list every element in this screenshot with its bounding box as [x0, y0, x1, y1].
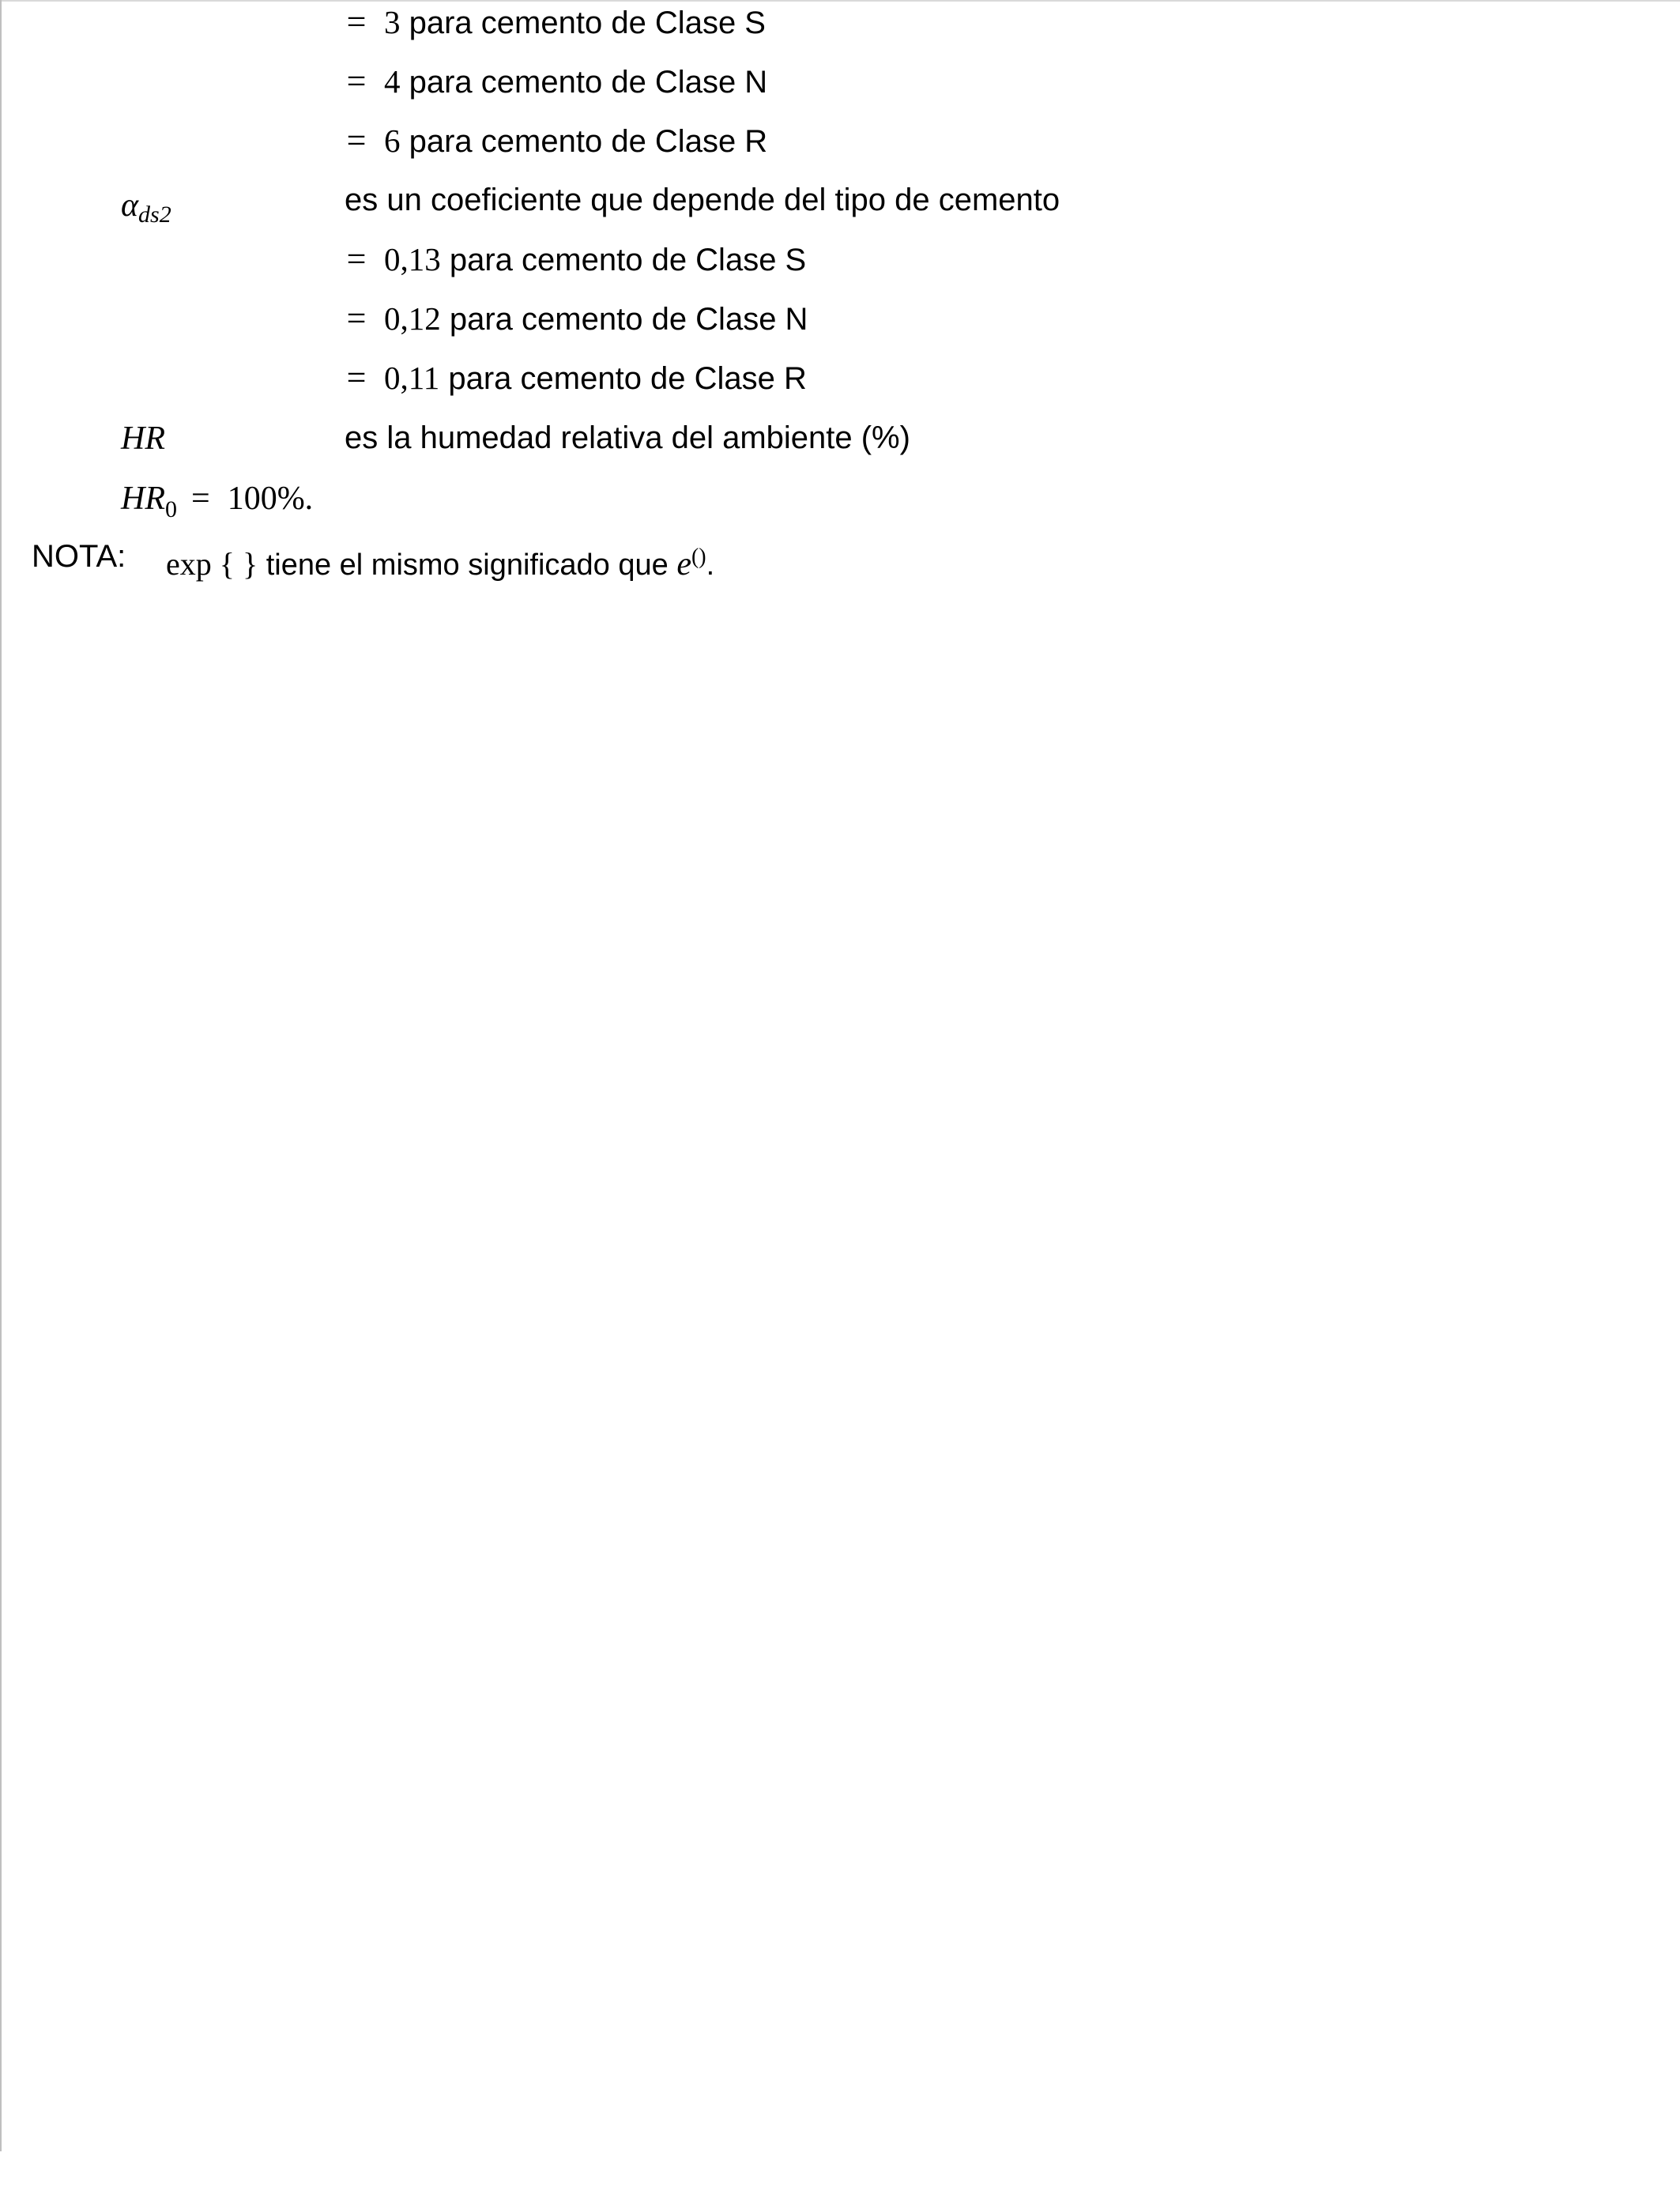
equals-sign: = — [346, 121, 367, 160]
page-left-border — [0, 0, 2, 2151]
coefficient-value: 0,12 — [384, 300, 441, 337]
hr-symbol: HR — [121, 420, 165, 457]
equals-sign: = — [346, 239, 367, 278]
coefficient-value: 0,13 — [384, 241, 441, 277]
value-description: para cemento de Clase N — [440, 302, 808, 337]
nota-label: NOTA: — [32, 539, 126, 574]
equals-sign: = — [346, 2, 367, 41]
value-line-clase-s-2 — [343, 237, 806, 282]
value-line-clase-r-2 — [343, 356, 807, 401]
page-top-border — [0, 0, 1680, 2]
hr-description: es la humedad relativa del ambiente (%) — [345, 420, 910, 455]
coefficient-value: 6 — [384, 123, 401, 159]
e-symbol: e() — [676, 545, 706, 582]
value-description: para cemento de Clase R — [400, 124, 768, 159]
value-line-clase-r — [343, 119, 767, 164]
value-line-clase-n-2 — [343, 296, 808, 341]
coefficient-value: 3 — [384, 4, 401, 40]
exp-notation: exp { } — [166, 546, 258, 582]
value-line-clase-s — [343, 0, 766, 45]
value-description: para cemento de Clase R — [439, 361, 807, 396]
value-description: para cemento de Clase N — [400, 65, 768, 100]
alpha-ds2-description: es un coeficiente que depende del tipo de cemento — [345, 183, 1060, 217]
coefficient-value: 0,11 — [384, 360, 440, 396]
equals-sign: = — [346, 62, 367, 100]
nota-text: exp { } tiene el mismo significado que e(). — [166, 545, 715, 582]
equals-sign: = — [346, 299, 367, 337]
equals-sign: = — [346, 358, 367, 397]
alpha-ds2-symbol: $\alpha_{ds2}$ — [121, 187, 171, 228]
value-description: para cemento de Clase S — [400, 6, 766, 40]
value-line-clase-n — [343, 59, 767, 104]
value-description: para cemento de Clase S — [440, 243, 807, 277]
coefficient-value: 4 — [384, 63, 401, 100]
hr0-equation: $HR_0 = 100\%$. — [121, 481, 314, 522]
